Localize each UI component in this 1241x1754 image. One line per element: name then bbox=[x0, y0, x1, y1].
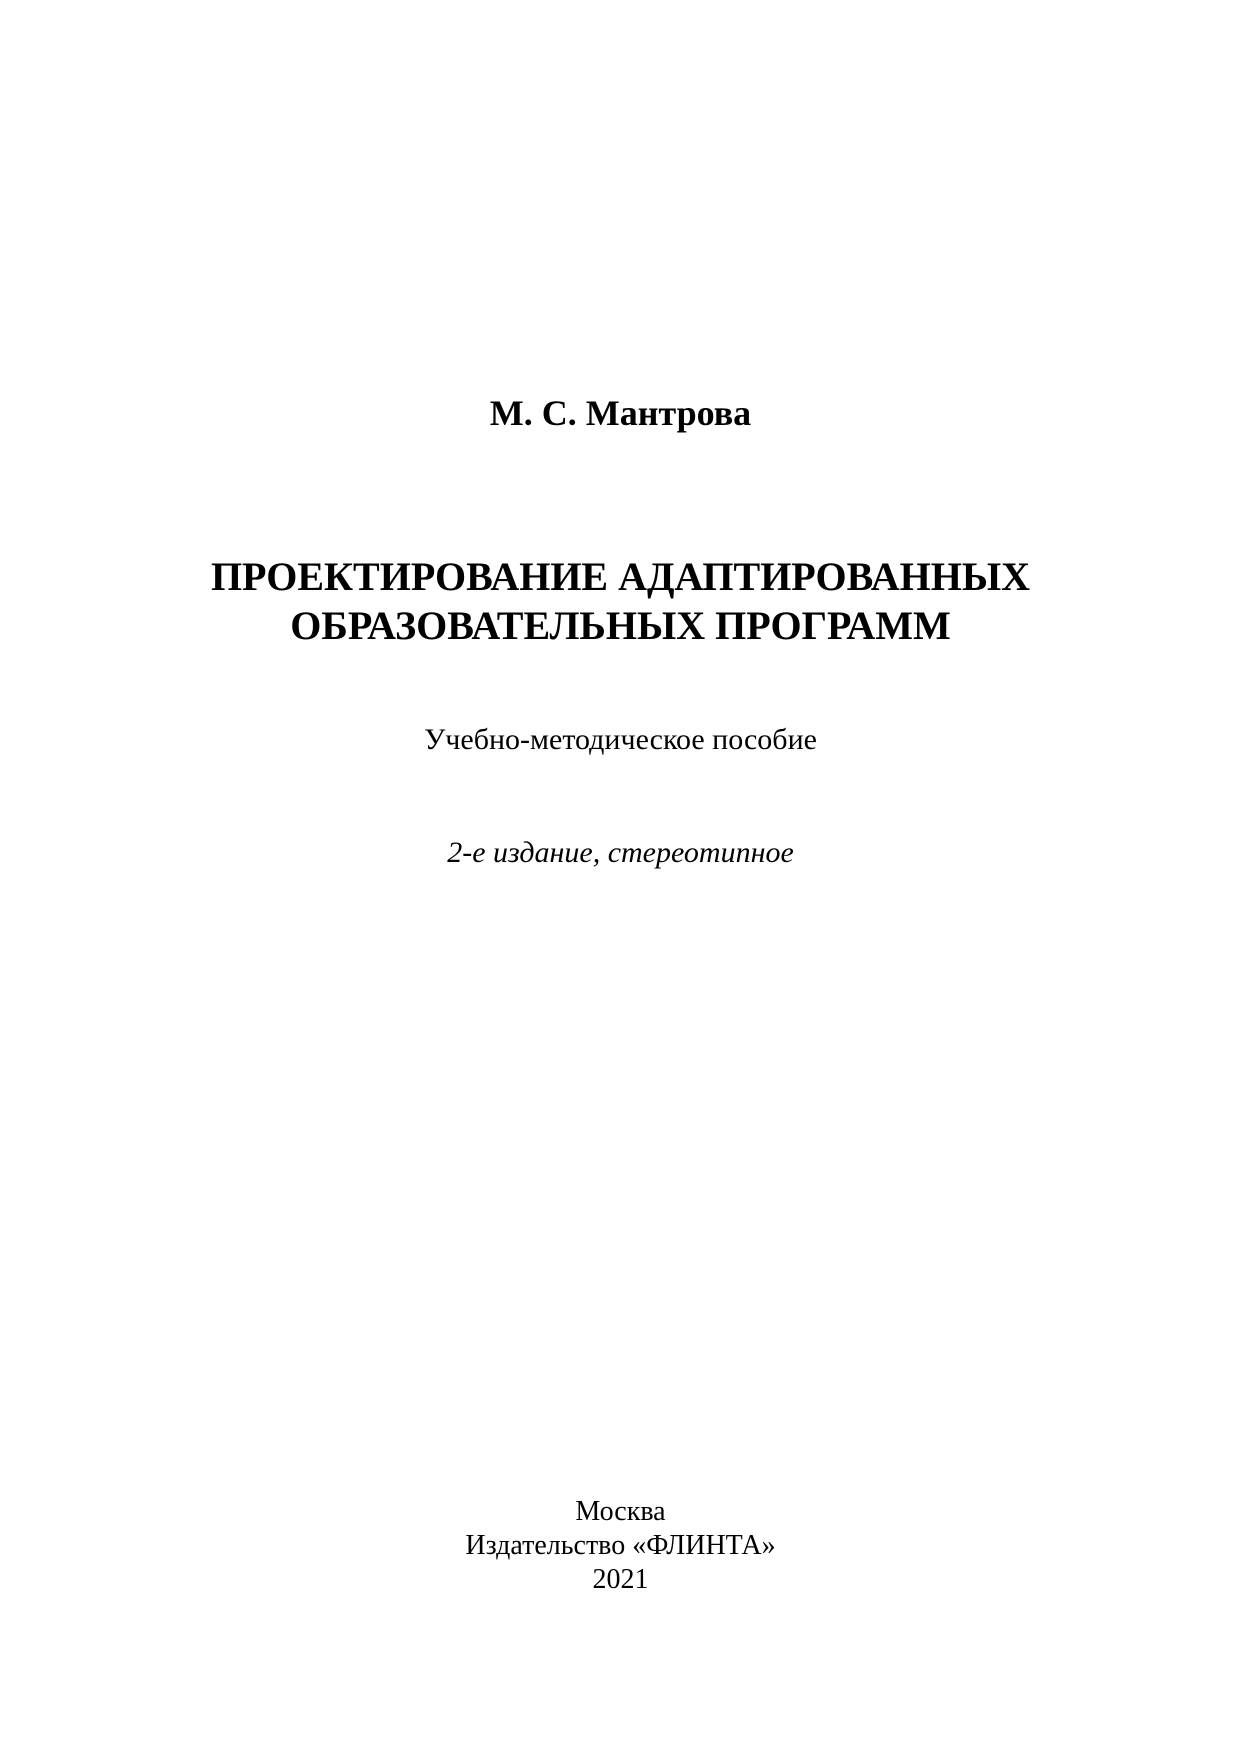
book-subtitle: Учебно-методическое пособие bbox=[424, 723, 817, 756]
book-title-line-1: ПРОЕКТИРОВАНИЕ АДАПТИРОВАННЫХ bbox=[210, 554, 1031, 599]
book-title-line-2: ОБРАЗОВАТЕЛЬНЫХ ПРОГРАММ bbox=[290, 603, 951, 648]
imprint-year: 2021 bbox=[592, 1564, 649, 1595]
imprint-publisher: Издательство «ФЛИНТА» bbox=[465, 1530, 776, 1561]
book-title bbox=[0, 552, 1241, 650]
edition-note: 2-е издание, стереотипное bbox=[447, 836, 794, 869]
imprint-city: Москва bbox=[575, 1496, 666, 1527]
imprint bbox=[0, 1495, 1241, 1597]
author-name: М. С. Мантрова bbox=[489, 393, 752, 433]
